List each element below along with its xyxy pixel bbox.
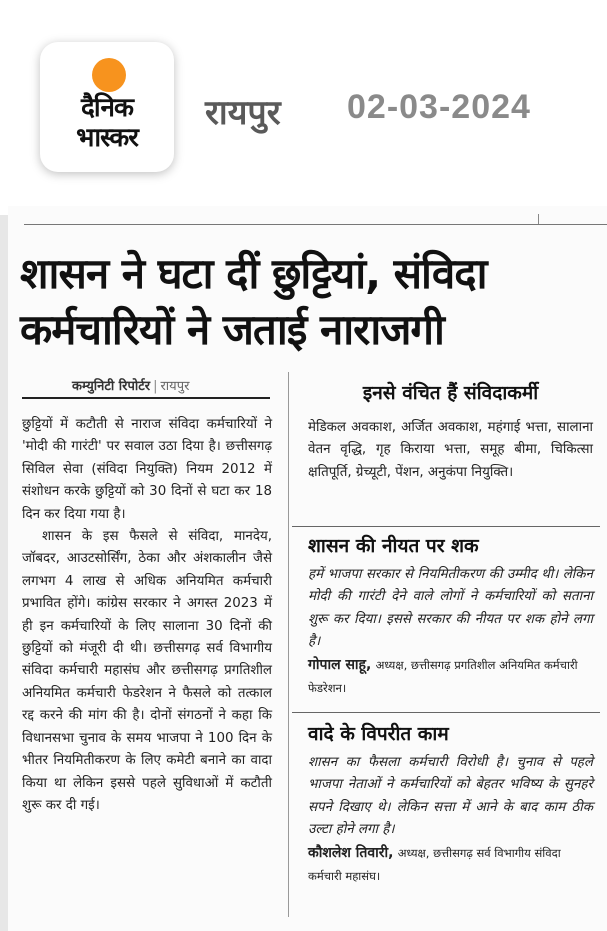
quote-author-role: अध्यक्ष, छत्तीसगढ़ सर्व विभागीय संविदा कर्मचारी महासंघ।: [308, 845, 561, 884]
edition-city: रायपुर: [205, 93, 281, 133]
dainik-bhaskar-logo: [40, 42, 174, 172]
rule-tick: [538, 214, 539, 224]
byline: [72, 376, 189, 394]
quote-author-role: अध्यक्ष, छत्तीसगढ़ प्रगतिशील अनियमित कर्मचारी फेडरेशन।: [308, 657, 578, 696]
sidebar-box-intent: [308, 534, 593, 700]
byline-separator: |: [153, 379, 158, 394]
sidebar-quote-promise: शासन का फैसला कर्मचारी विरोधी है। चुनाव से पहले भाजपा नेताओं ने कर्मचारियों को बेहतर भविष्य के सुनहरे सपने दिखाए थे। लेकिन सत्ता में आने के बाद काम ठीक उल्टा होने लगा है।: [308, 755, 593, 838]
clipping-edge: [0, 215, 8, 931]
sidebar-quote-intent: हमें भाजपा सरकार से नियमितीकरण की उम्मीद थी। लेकिन मोदी की गारंटी देने वाले लोगों ने कर्मचारियों को सताना शुरू कर दिया। इससे सरकार की नीयत पर शक होने लगा है।: [308, 567, 593, 650]
sidebar-heading-promise: वादे के विपरीत काम: [308, 723, 449, 745]
byline-rule: [22, 397, 270, 399]
sidebar-heading-benefits: इनसे वंचित हैं संविदाकर्मी: [362, 382, 539, 404]
sidebar-body-benefits: मेडिकल अवकाश, अर्जित अवकाश, महंगाई भत्ता, सालाना वेतन वृद्धि, गृह किराया भत्ता, समूह बीमा, चिकित्सा क्षतिपूर्ति, ग्रेच्यूटी, पेंशन, अनुकंपा नियुक्ति।: [308, 420, 593, 480]
sun-icon: [92, 58, 126, 92]
top-rule: [24, 224, 607, 225]
sidebar-box-benefits: [308, 381, 593, 484]
page-header: [0, 0, 607, 200]
logo-text-line1: दैनिक: [81, 93, 133, 123]
sidebar-box-promise: [308, 722, 593, 888]
byline-location: रायपुर: [160, 379, 190, 394]
sidebar-rule-2: [292, 712, 600, 713]
sidebar-signature-intent: [308, 654, 593, 701]
article-paragraph-1: छुट्टियों में कटौती से नाराज संविदा कर्मचारियों ने 'मोदी की गारंटी' पर सवाल उठा दिया है। छत्तीसगढ़ सिविल सेवा (संविदा नियुक्ति) नियम 2012 में संशोधन करके छुट्टियों को 30 दिनों से घटा कर 18 दिन कर दिया गया है।: [22, 417, 272, 522]
sidebar-rule-1: [292, 526, 600, 527]
byline-author: कम्युनिटी रिपोर्टर: [72, 379, 151, 394]
column-divider: [288, 372, 289, 917]
article-paragraph-2: शासन के इस फैसले से संविदा, मानदेय, जॉबदर, आउटसोर्सिंग, ठेका और अंशकालीन जैसे लगभग 4 लाख से अधिक अनियमित कर्मचारी प्रभावित होंगे। कांग्रेस सरकार ने अगस्त 2023 में ही इन कर्मचारियों के लिए सालाना 30 दिनों की छुट्टियों को मंजूरी दी थी। छत्तीसगढ़ सर्व विभागीय संविदा कर्मचारी महासंघ और छत्तीसगढ़ प्रगतिशील अनियमित कर्मचारी फेडरेशन ने फैसले को तत्काल रद्द करने की मांग की है। दोनों संगठनों ने कहा कि विधानसभा चुनाव के समय भाजपा ने 100 दिन के भीतर नियमितीकरण के लिए कमेटी बनाने का वादा किया था लेकिन इससे पहले सुविधाओं में कटौती शुरू कर दी गई।: [22, 529, 272, 813]
sidebar-signature-promise: [308, 842, 593, 889]
article-headline: शासन ने घटा दीं छुट्टियां, संविदा कर्मचारियों ने जताई नाराजगी: [20, 249, 487, 354]
article-body: [22, 414, 272, 817]
sidebar-heading-intent: शासन की नीयत पर शक: [308, 535, 479, 557]
logo-text-line2: भास्कर: [76, 123, 138, 153]
quote-author-name: कौशलेश तिवारी,: [308, 844, 394, 861]
quote-author-name: गोपाल साहू,: [308, 656, 372, 673]
edition-date: 02-03-2024: [347, 88, 531, 126]
